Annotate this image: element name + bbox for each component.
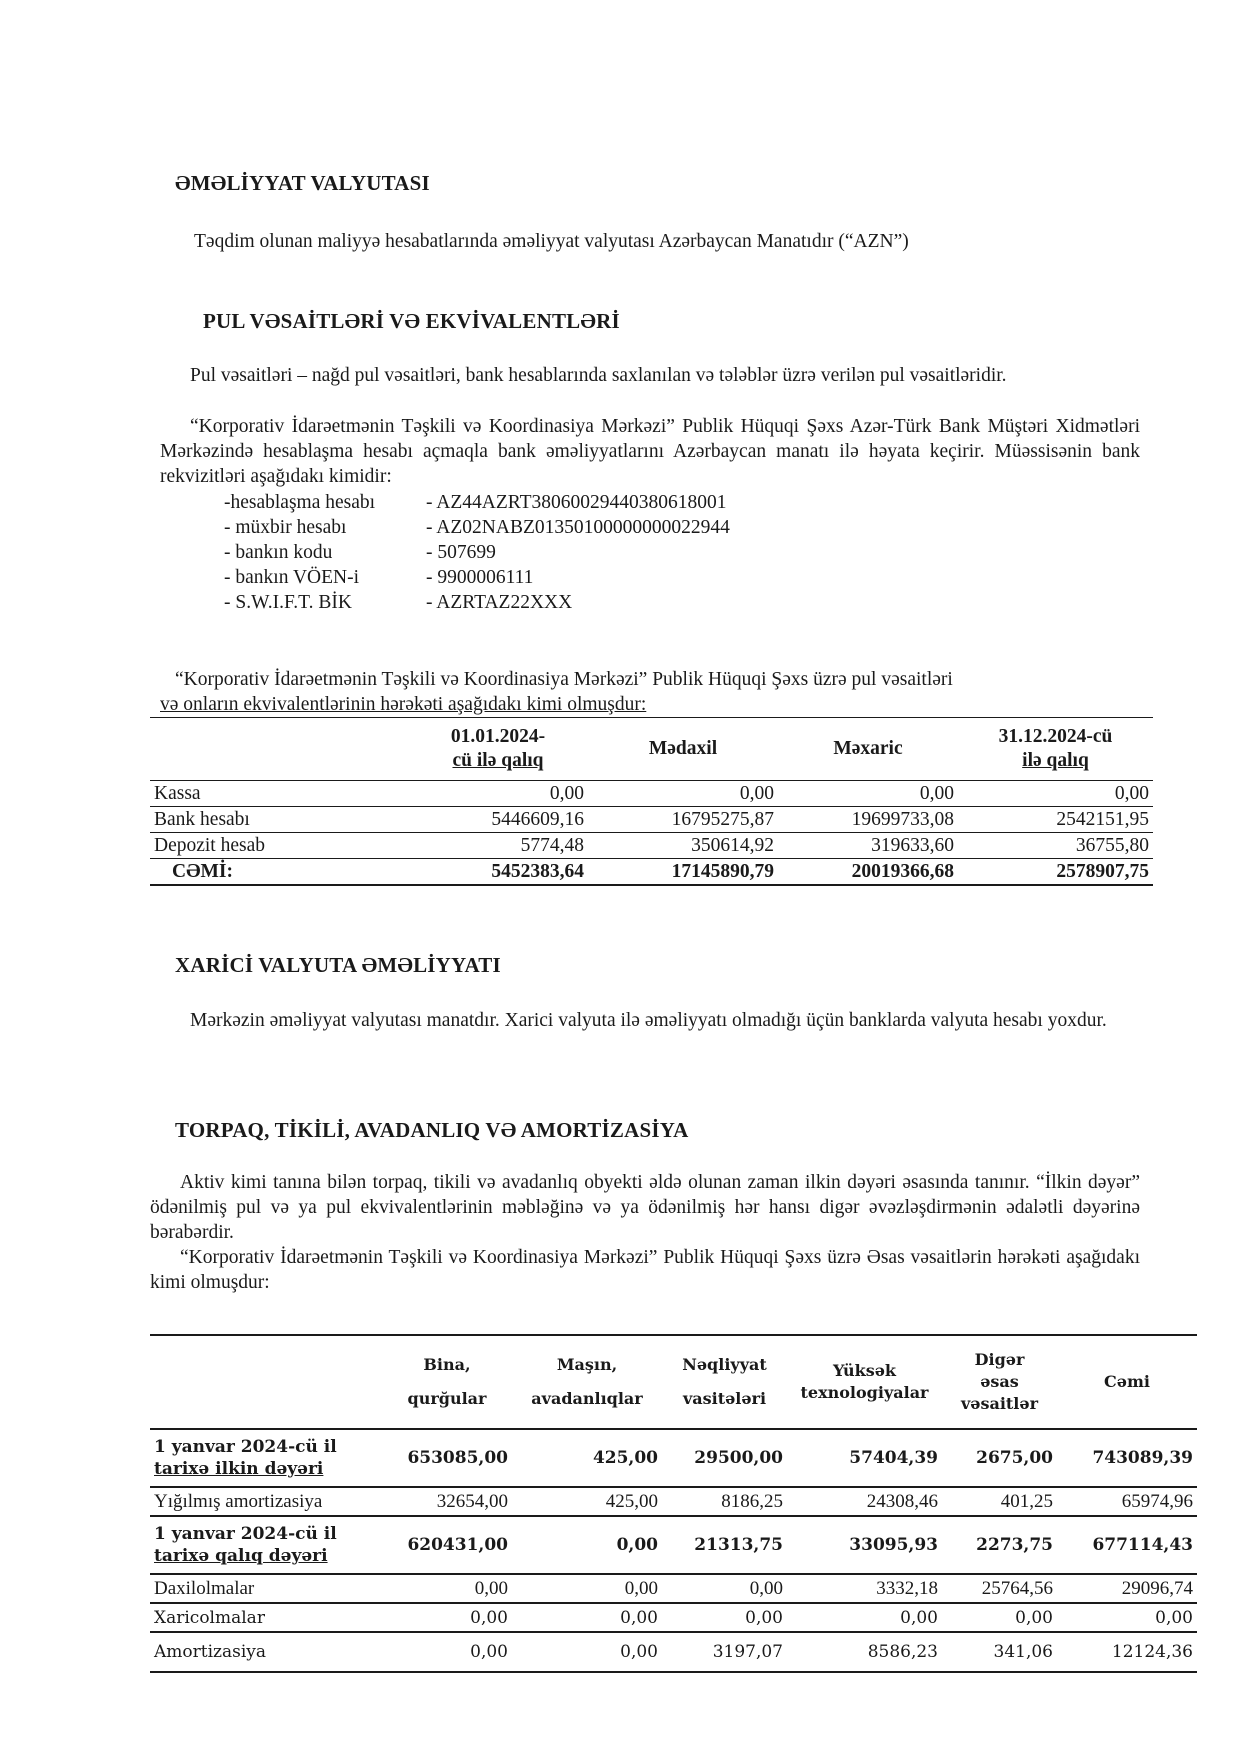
cell-value: 0,00 xyxy=(900,1607,938,1628)
operating-currency-text: Təqdim olunan maliyyə hesabatlarında əməliyyat valyutası Azərbaycan Manatıdır (“AZN”) xyxy=(194,231,909,252)
cell-value: 24308,46 xyxy=(866,1490,938,1512)
row-label: Yığılmış amortizasiya xyxy=(154,1490,323,1512)
cell-value: 319633,60 xyxy=(871,834,954,856)
bank-detail-value: - 507699 xyxy=(426,542,496,563)
table-row xyxy=(150,1632,1197,1672)
row-label: Xaricolmalar xyxy=(154,1607,265,1628)
header-other-assets: Digər əsas vəsaitlər xyxy=(960,1350,1038,1413)
total-label: CƏMİ: xyxy=(172,860,233,882)
cell-value: 0,00 xyxy=(1015,1607,1053,1628)
cell-value: 36755,80 xyxy=(1075,834,1149,856)
section-title-foreign-currency: XARİCİ VALYUTA ƏMƏLİYYATI xyxy=(175,953,501,977)
total-value: 2578907,75 xyxy=(1056,860,1149,882)
cell-value: 653085,00 xyxy=(407,1448,508,1468)
cell-value: 57404,39 xyxy=(849,1448,938,1468)
row-label: Bank hesabı xyxy=(154,808,250,830)
cell-value: 29096,74 xyxy=(1121,1577,1193,1599)
bank-detail-label: - müxbir hesabı xyxy=(224,517,347,538)
total-value: 5452383,64 xyxy=(491,860,584,882)
table-header-row xyxy=(150,718,1153,781)
cell-value: 21313,75 xyxy=(694,1535,783,1555)
cell-value: 0,00 xyxy=(616,1535,658,1555)
cell-value: 0,00 xyxy=(749,1577,783,1599)
table-row xyxy=(150,781,1153,807)
header-high-tech: Yüksək texnologiyalar xyxy=(800,1361,929,1402)
bank-detail-label: - bankın VÖEN-i xyxy=(224,567,360,588)
table-total-row xyxy=(150,859,1153,886)
table-header-row xyxy=(150,1335,1197,1429)
cell-value: 401,25 xyxy=(1000,1490,1053,1512)
cash-movement-table xyxy=(150,717,1153,886)
row-label: 1 yanvar 2024-cü il tarixə qalıq dəyəri xyxy=(154,1524,337,1566)
section-title-operating-currency: ƏMƏLİYYAT VALYUTASI xyxy=(175,171,430,195)
cell-value: 2542151,95 xyxy=(1056,808,1149,830)
cell-value: 341,06 xyxy=(993,1642,1053,1662)
cell-value: 8586,23 xyxy=(867,1642,938,1662)
cell-value: 677114,43 xyxy=(1092,1535,1193,1555)
cell-value: 425,00 xyxy=(605,1490,658,1512)
bank-detail-value: - AZ02NABZ01350100000000022944 xyxy=(426,517,730,538)
cell-value: 0,00 xyxy=(739,782,774,804)
cash-paragraph-1: Pul vəsaitləri – nağd pul vəsaitləri, bank hesablarında saxlanılan və tələblər üzrə verilən pul vəsaitləridir. xyxy=(190,365,1007,386)
cell-value: 0,00 xyxy=(1155,1607,1193,1628)
section-title-fixed-assets: TORPAQ, TİKİLİ, AVADANLIQ VƏ AMORTİZASİYA xyxy=(175,1118,689,1142)
cell-value: 0,00 xyxy=(624,1577,658,1599)
cell-value: 12124,36 xyxy=(1111,1642,1193,1662)
header-total: Cəmi xyxy=(1104,1372,1150,1391)
bank-detail-value: - 9900006111 xyxy=(426,567,534,588)
bank-details-list xyxy=(224,490,730,615)
cell-value: 25764,56 xyxy=(981,1577,1053,1599)
section-title-cash: PUL VƏSAİTLƏRİ VƏ EKVİVALENTLƏRİ xyxy=(203,309,620,333)
cell-value: 0,00 xyxy=(620,1607,658,1628)
header-empty xyxy=(150,718,408,781)
cell-value: 5446609,16 xyxy=(491,808,584,830)
bank-detail-row xyxy=(224,490,730,515)
cell-value: 2675,00 xyxy=(976,1448,1053,1468)
cell-value: 0,00 xyxy=(745,1607,783,1628)
foreign-currency-text: Mərkəzin əməliyyat valyutası manatdır. Xarici valyuta ilə əməliyyatı olmadığı üçün banklarda valyuta hesabı yoxdur. xyxy=(190,1010,1107,1031)
bank-detail-row xyxy=(224,540,730,565)
cell-value: 3332,18 xyxy=(876,1577,938,1599)
cell-value: 425,00 xyxy=(592,1448,658,1468)
cell-value: 0,00 xyxy=(470,1607,508,1628)
cell-value: 0,00 xyxy=(470,1642,508,1662)
row-label: Daxilolmalar xyxy=(154,1577,255,1599)
cell-value: 0,00 xyxy=(620,1642,658,1662)
cell-value: 29500,00 xyxy=(694,1448,783,1468)
cell-value: 0,00 xyxy=(919,782,954,804)
cell-value: 8186,25 xyxy=(721,1490,783,1512)
cell-value: 65974,96 xyxy=(1121,1490,1193,1512)
total-value: 20019366,68 xyxy=(851,860,954,882)
row-label: Amortizasiya xyxy=(154,1642,267,1662)
header-buildings: Bina, qurğular xyxy=(407,1355,487,1408)
bank-detail-value: - AZRTAZ22XXX xyxy=(426,592,573,613)
cell-value: 0,00 xyxy=(474,1577,508,1599)
fixed-assets-paragraph-1: Aktiv kimi tanına bilən torpaq, tikili və avadanlıq obyekti əldə olunan zaman ilkin dəyəri əsasında tanınır. “İlkin dəyər” ödənilmiş pul və ya pul ekvivalentlərinin məbləğinə və ya ödənilmiş hər hansı digər əvəzləşdirmənin ədalətli dəyərinə bərabərdir. xyxy=(150,1172,1140,1243)
bank-detail-label: - S.W.I.F.T. BİK xyxy=(224,592,352,613)
cell-value: 33095,93 xyxy=(849,1535,938,1555)
fixed-assets-paragraph-2: “Korporativ İdarəetmənin Təşkili və Koordinasiya Mərkəzi” Publik Hüquqi Şəxs üzrə Əsas vəsaitlərin hərəkəti aşağıdakı kimi olmuşdur: xyxy=(150,1247,1140,1293)
row-label: Kassa xyxy=(154,782,201,804)
header-vehicles: Nəqliyyat vasitələri xyxy=(682,1355,767,1408)
bank-detail-label: - bankın kodu xyxy=(224,542,333,563)
bank-detail-value: - AZ44AZRT38060029440380618001 xyxy=(426,492,727,513)
row-label: 1 yanvar 2024-cü il tarixə ilkin dəyəri xyxy=(154,1437,337,1479)
cell-value: 19699733,08 xyxy=(851,808,954,830)
cell-value: 16795275,87 xyxy=(671,808,774,830)
cell-value: 350614,92 xyxy=(691,834,774,856)
header-receipts: Mədaxil xyxy=(648,738,718,759)
bank-detail-label: -hesablaşma hesabı xyxy=(224,492,376,513)
cash-paragraph-3-line-2: və onların ekvivalentlərinin hərəkəti aşağıdakı kimi olmuşdur: xyxy=(160,694,647,715)
table-row xyxy=(150,1487,1197,1516)
table-row xyxy=(150,1574,1197,1603)
bank-detail-row xyxy=(224,565,730,590)
cell-value: 0,00 xyxy=(549,782,584,804)
cash-paragraph-3-line-1: “Korporativ İdarəetmənin Təşkili və Koordinasiya Mərkəzi” Publik Hüquqi Şəxs üzrə pul vəsaitləri xyxy=(175,669,953,690)
cell-value: 32654,00 xyxy=(436,1490,508,1512)
cell-value: 620431,00 xyxy=(407,1535,508,1555)
cell-value: 3197,07 xyxy=(712,1642,783,1662)
cell-value: 2273,75 xyxy=(976,1535,1053,1555)
header-payments: Məxaric xyxy=(833,738,903,759)
header-opening-balance: 01.01.2024- cü ilə qalıq xyxy=(450,726,546,771)
cell-value: 0,00 xyxy=(1114,782,1149,804)
bank-detail-row xyxy=(224,590,730,615)
header-empty xyxy=(150,1335,382,1429)
header-machinery: Maşın, avadanlıqlar xyxy=(531,1355,643,1408)
bank-detail-row xyxy=(224,515,730,540)
cash-paragraph-2: “Korporativ İdarəetmənin Təşkili və Koordinasiya Mərkəzi” Publik Hüquqi Şəxs Azər-Türk Bank Müştəri Xidmətləri Mərkəzində hesablaşma hesabı açmaqla bank əməliyyatlarını Azərbaycan manatı ilə həyata keçirir. Müəssisənin bank rekvizitləri aşağıdakı kimidir: xyxy=(160,416,1140,487)
table-row xyxy=(150,833,1153,859)
cell-value: 5774,48 xyxy=(520,834,584,856)
header-closing-balance: 31.12.2024-cü ilə qalıq xyxy=(998,726,1113,771)
table-row xyxy=(150,1429,1197,1487)
table-row xyxy=(150,1603,1197,1632)
fixed-assets-table xyxy=(150,1334,1197,1673)
table-row xyxy=(150,807,1153,833)
row-label: Depozit hesab xyxy=(154,834,266,856)
cell-value: 743089,39 xyxy=(1092,1448,1193,1468)
total-value: 17145890,79 xyxy=(671,860,774,882)
table-row xyxy=(150,1516,1197,1574)
